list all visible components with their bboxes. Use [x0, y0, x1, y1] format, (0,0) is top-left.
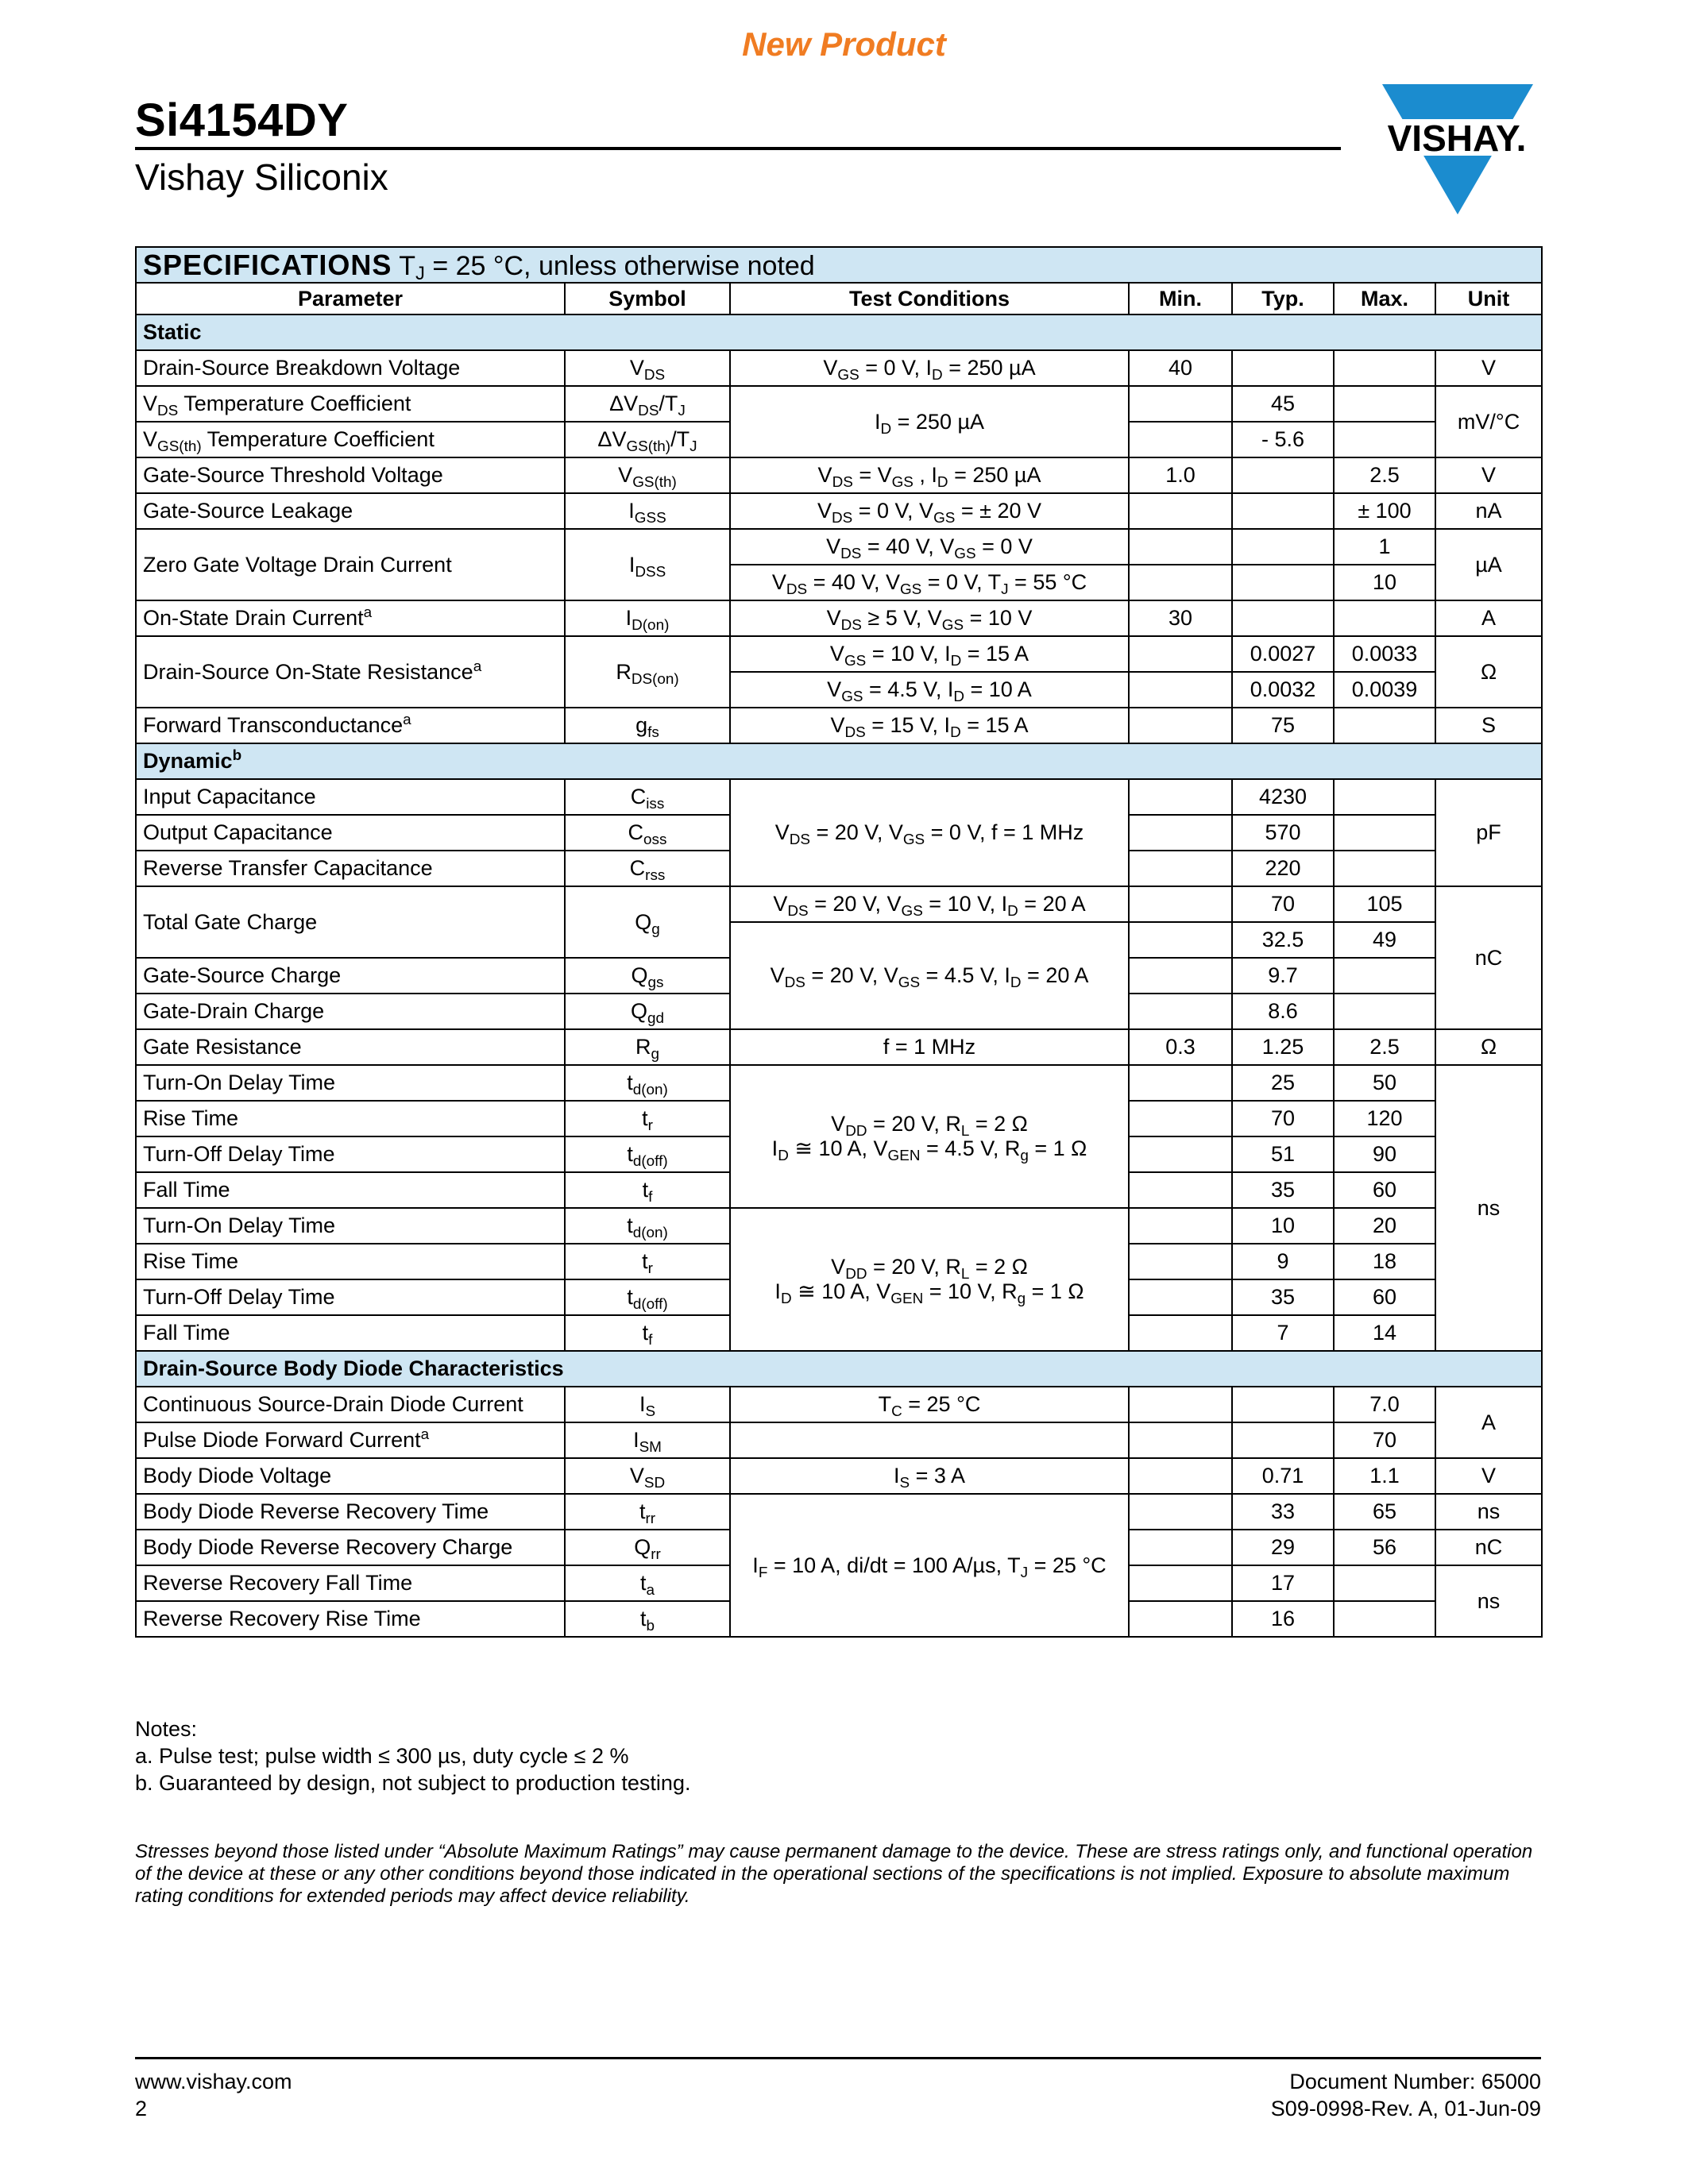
- column-header: Min.: [1129, 283, 1232, 314]
- footer-right: [1271, 2068, 1541, 2122]
- column-header: Parameter: [136, 283, 565, 314]
- table-row: Gate-Drain Charge $Q_{gd}$ 8.6: [136, 994, 1542, 1029]
- table-row: Gate-Source Threshold Voltage $V_{GS(th)}$ $V_{DS} = V_{GS}$ , $I_D = 250$ µA 1.0 2.5 V: [136, 457, 1542, 493]
- note-b: b. Guaranteed by design, not subject to production testing.: [135, 1771, 691, 1795]
- table-row: Body Diode Voltage $V_{SD}$ $I_S = 3$ A 0.71 1.1 V: [136, 1458, 1542, 1494]
- section-static: Static: [136, 314, 1542, 350]
- section-body-diode: Drain-Source Body Diode Characteristics: [136, 1351, 1542, 1387]
- table-row: Body Diode Reverse Recovery Time $t_{rr}$ $I_F = 10$ A, di/dt = 100 A/µs, $T_J = 25$ °C 33 65 ns: [136, 1494, 1542, 1530]
- column-header: Max.: [1334, 283, 1435, 314]
- table-row: $V_{GS} = 4.5$ V, $I_D = 10$ A 0.0032 0.0039: [136, 672, 1542, 708]
- table-row: Reverse Recovery Rise Time $t_b$ 16: [136, 1601, 1542, 1637]
- footer-rule: [135, 2057, 1541, 2059]
- table-row: $V_{DS} = 20$ V, $V_{GS} = 4.5$ V, $I_D = 20$ A 32.5 49: [136, 922, 1542, 958]
- column-header: Unit: [1435, 283, 1542, 314]
- company-subtitle: Vishay Siliconix: [135, 156, 388, 198]
- table-row: Total Gate Charge $Q_g$ $V_{DS} = 20$ V, $V_{GS} = 10$ V, $I_D = 20$ A 70 105 nC: [136, 886, 1542, 922]
- section-dynamic: Dynamic$^b$: [136, 743, 1542, 779]
- table-row: Gate-Source Leakage $I_{GSS}$ $V_{DS} = 0$ V, $V_{GS}$ = ± 20 V ± 100 nA: [136, 493, 1542, 529]
- table-row: Fall Time $t_f$ 7 14: [136, 1315, 1542, 1351]
- stress-disclaimer: Stresses beyond those listed under “Absolute Maximum Ratings” may cause permanent damage to the device. These are stress ratings only, and functional operation of the device at these or any other conditions beyond those indicated in the operational sections of the specifications is not implied. Exposure to absolute maximum rating conditions for extended periods may affect device reliability.: [135, 1841, 1533, 1907]
- table-row: Turn-Off Delay Time $t_{d(off)}$ 35 60: [136, 1279, 1542, 1315]
- table-row: Input Capacitance $C_{iss}$ $V_{DS} = 20$ V, $V_{GS} = 0$ V, f = 1 MHz 4230 pF: [136, 779, 1542, 815]
- table-title-row: [136, 247, 1542, 283]
- website-link[interactable]: www.vishay.com: [135, 2070, 292, 2093]
- table-row: Forward Transconductance$^a$ $g_{fs}$ $V_{DS} = 15$ V, $I_D = 15$ A 75 S: [136, 708, 1542, 743]
- table-row: Rise Time $t_r$ 70 120: [136, 1101, 1542, 1136]
- note-a: a. Pulse test; pulse width ≤ 300 µs, duty cycle ≤ 2 %: [135, 1744, 629, 1768]
- page-number: 2: [135, 2097, 148, 2120]
- column-header: Test Conditions: [730, 283, 1129, 314]
- table-row: Drain-Source On-State Resistance$^a$ $R_{DS(on)}$ $V_{GS} = 10$ V, $I_D = 15$ A 0.0027 0.0033 Ω: [136, 636, 1542, 672]
- table-row: Pulse Diode Forward Current$^a$ $I_{SM}$ 70: [136, 1422, 1542, 1458]
- column-header: Symbol: [565, 283, 730, 314]
- table-row: Output Capacitance $C_{oss}$ 570: [136, 815, 1542, 851]
- table-row: Reverse Recovery Fall Time $t_a$ 17 ns: [136, 1565, 1542, 1601]
- column-header: Typ.: [1232, 283, 1334, 314]
- table-row: On-State Drain Current$^a$ $I_{D(on)}$ $V_{DS} \ge 5$ V, $V_{GS} = 10$ V 30 A: [136, 600, 1542, 636]
- notes: [135, 1715, 690, 1796]
- table-row: $V_{DS}$ Temperature Coefficient $\Delta V_{DS}/T_J$ $I_D = 250$ µA 45 mV/°C: [136, 386, 1542, 422]
- table-row: Turn-On Delay Time $t_{d(on)}$ $V_{DD} = 20$ V, $R_L = 2$ Ω $I_D$ ≅ 10 A, $V_{GEN} = 4.5$ V, $R_g = 1$ Ω 25 50 ns: [136, 1065, 1542, 1101]
- table-row: Drain-Source Breakdown Voltage $V_{DS}$ $V_{GS} = 0$ V, $I_D = 250$ µA 40 V: [136, 350, 1542, 386]
- new-product-banner: New Product: [742, 25, 946, 63]
- table-row: Turn-On Delay Time $t_{d(on)}$ $V_{DD} = 20$ V, $R_L = 2$ Ω $I_D$ ≅ 10 A, $V_{GEN} = 10$ V, $R_g = 1$ Ω 10 20: [136, 1208, 1542, 1244]
- table-row: $V_{DS} = 40$ V, $V_{GS} = 0$ V, $T_J = 55$ °C 10: [136, 565, 1542, 600]
- table-row: Reverse Transfer Capacitance $C_{rss}$ 220: [136, 851, 1542, 886]
- title-rule: [135, 147, 1341, 150]
- table-title: SPECIFICATIONS $T_J = 25$ °C, unless otherwise noted: [136, 247, 1542, 283]
- document-number: Document Number: 65000: [1289, 2070, 1541, 2093]
- table-row: Continuous Source-Drain Diode Current $I_S$ $T_C = 25$ °C 7.0 A: [136, 1387, 1542, 1422]
- table-row: Gate-Source Charge $Q_{gs}$ 9.7: [136, 958, 1542, 994]
- footer-left: [135, 2068, 292, 2122]
- table-row: Zero Gate Voltage Drain Current $I_{DSS}$ $V_{DS} = 40$ V, $V_{GS} = 0$ V 1 µA: [136, 529, 1542, 565]
- part-number-title: Si4154DY: [135, 95, 349, 146]
- column-header-row: [136, 283, 1542, 314]
- revision: S09-0998-Rev. A, 01-Jun-09: [1270, 2097, 1541, 2120]
- notes-heading: Notes:: [135, 1717, 198, 1741]
- table-row: Gate Resistance $R_g$ f = 1 MHz 0.3 1.25 2.5 Ω: [136, 1029, 1542, 1065]
- table-row: Rise Time $t_r$ 9 18: [136, 1244, 1542, 1279]
- table-row: Body Diode Reverse Recovery Charge $Q_{rr}$ 29 56 nC: [136, 1530, 1542, 1565]
- table-row: Turn-Off Delay Time $t_{d(off)}$ 51 90: [136, 1136, 1542, 1172]
- table-row: $V_{GS(th)}$ Temperature Coefficient $\Delta V_{GS(th)}/T_J$ - 5.6: [136, 422, 1542, 457]
- logo-text: VISHAY.: [1387, 118, 1527, 159]
- specifications-table: [135, 246, 1543, 1638]
- vishay-logo: [1374, 78, 1541, 221]
- table-row: Fall Time $t_f$ 35 60: [136, 1172, 1542, 1208]
